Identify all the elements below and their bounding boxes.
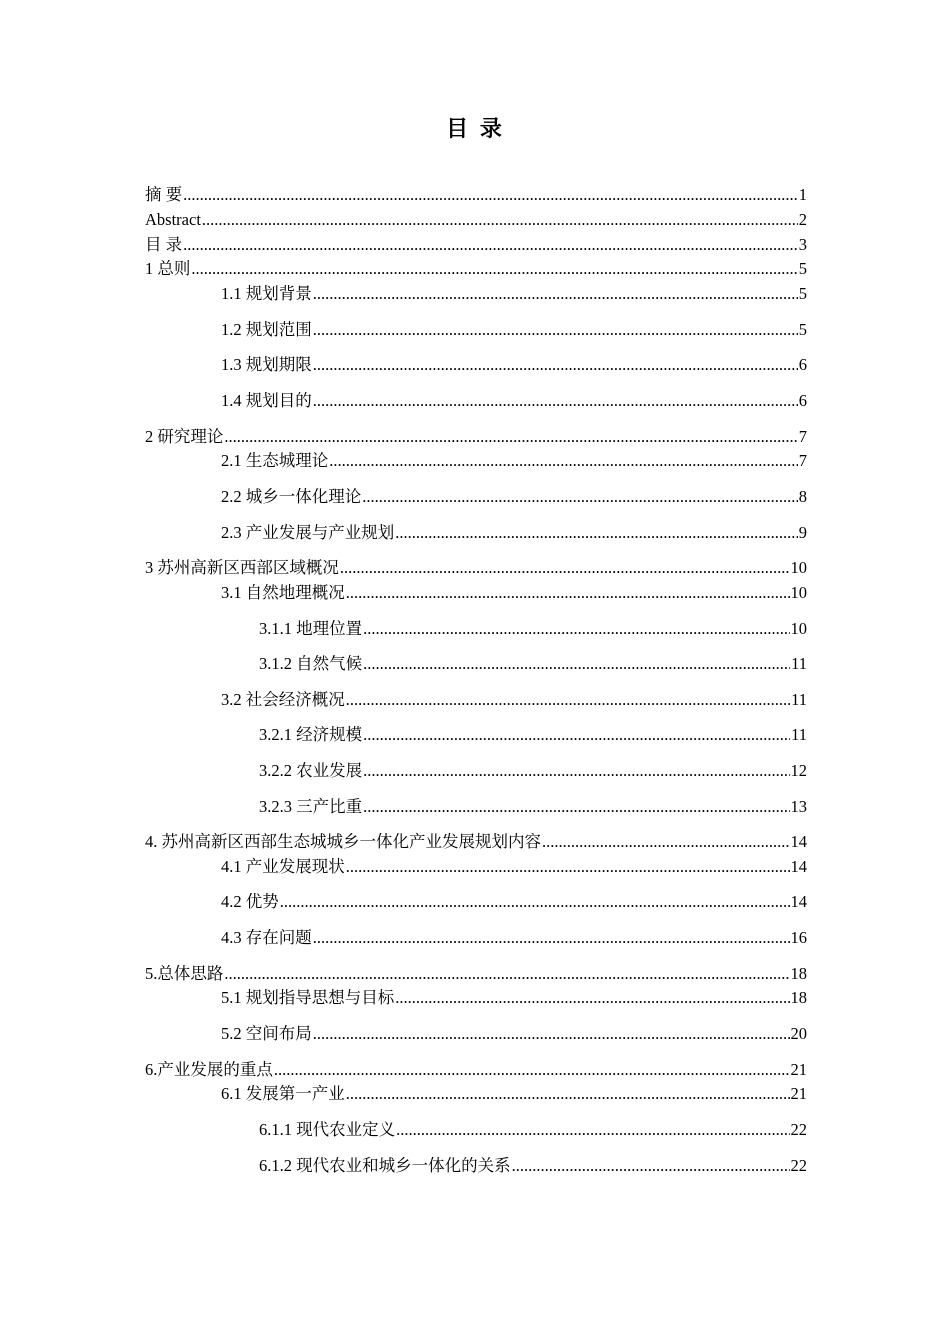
toc-entry-page-number: 7	[798, 451, 807, 471]
toc-entry-label: 1.3 规划期限	[221, 355, 312, 375]
toc-dot-leader	[329, 449, 798, 474]
toc-dot-leader	[346, 581, 790, 606]
toc-entry-page-number: 9	[798, 522, 807, 542]
toc-entry-page-number: 12	[790, 760, 807, 780]
toc-entry[interactable]	[145, 1154, 807, 1179]
toc-entry-label: 4.2 优势	[221, 892, 279, 912]
toc-entry-page-number: 21	[790, 1059, 807, 1079]
toc-dot-leader	[340, 556, 790, 581]
toc-entry[interactable]	[145, 183, 807, 208]
toc-entry-label: 5.2 空间布局	[221, 1024, 312, 1044]
toc-dot-leader	[313, 282, 798, 307]
toc-entry[interactable]	[145, 986, 807, 1011]
page-title: 目 录	[446, 117, 504, 142]
toc-entry[interactable]	[145, 257, 807, 282]
toc-entry[interactable]	[145, 723, 807, 748]
toc-entry[interactable]	[145, 1082, 807, 1107]
toc-entry-label: 6.1 发展第一产业	[221, 1084, 345, 1104]
toc-entry-label: 2.1 生态城理论	[221, 451, 329, 471]
toc-entry[interactable]	[145, 485, 807, 510]
toc-entry-label: 3.1.1 地理位置	[259, 618, 363, 638]
toc-entry-page-number: 16	[790, 928, 807, 948]
toc-entry[interactable]	[145, 318, 807, 343]
toc-entry-page-number: 10	[790, 618, 807, 638]
toc-dot-leader	[274, 1058, 790, 1083]
toc-entry-page-number: 11	[791, 689, 807, 709]
toc-entry[interactable]	[145, 759, 807, 784]
toc-entry[interactable]	[145, 855, 807, 880]
toc-entry-label: 3 苏州高新区西部区域概况	[145, 558, 339, 578]
toc-entry-label: 1.2 规划范围	[221, 319, 312, 339]
toc-entry-label: 4. 苏州高新区西部生态城城乡一体化产业发展规划内容	[145, 832, 541, 852]
toc-entry[interactable]	[145, 208, 807, 233]
toc-entry-page-number: 18	[790, 963, 807, 983]
toc-entry[interactable]	[145, 556, 807, 581]
toc-entry-label: 3.2 社会经济概况	[221, 689, 345, 709]
toc-entry-label: 6.产业发展的重点	[145, 1059, 273, 1079]
toc-entry-page-number: 14	[790, 856, 807, 876]
toc-entry-page-number: 10	[790, 558, 807, 578]
toc-entry-page-number: 18	[790, 988, 807, 1008]
toc-entry[interactable]	[145, 389, 807, 414]
toc-entry-label: 3.1.2 自然气候	[259, 654, 363, 674]
toc-entry[interactable]	[145, 282, 807, 307]
toc-dot-leader	[313, 389, 798, 414]
toc-dot-leader	[224, 425, 797, 450]
toc-dot-leader	[280, 890, 790, 915]
toc-entry-label: 摘 要	[145, 185, 183, 204]
toc-entry-page-number: 5	[798, 319, 807, 339]
toc-entry-label: 3.1 自然地理概况	[221, 582, 345, 602]
toc-entry-label: 4.1 产业发展现状	[221, 856, 345, 876]
toc-entry-label: Abstract	[145, 209, 201, 229]
toc-entry-page-number: 14	[790, 892, 807, 912]
toc-entry-page-number: 21	[790, 1084, 807, 1104]
toc-dot-leader	[346, 1082, 790, 1107]
toc-dot-leader	[346, 855, 790, 880]
toc-dot-leader	[395, 521, 798, 546]
toc-entry-page-number: 3	[798, 234, 807, 254]
toc-dot-leader	[313, 353, 798, 378]
toc-entry-page-number: 1	[798, 185, 807, 204]
toc-entry-page-number: 2	[798, 209, 807, 229]
toc-entry-label: 目 录	[145, 234, 183, 254]
toc-dot-leader	[202, 208, 798, 233]
toc-entry-page-number: 5	[798, 284, 807, 304]
toc-dot-leader	[362, 485, 798, 510]
toc-dot-leader	[183, 233, 798, 258]
toc-entry-page-number: 13	[790, 796, 807, 816]
toc-entry[interactable]	[145, 962, 807, 987]
toc-entry-page-number: 7	[798, 426, 807, 446]
toc-dot-leader	[224, 962, 789, 987]
toc-entry[interactable]	[145, 581, 807, 606]
toc-entry[interactable]	[145, 1118, 807, 1143]
toc-entry[interactable]	[145, 890, 807, 915]
toc-entry[interactable]	[145, 449, 807, 474]
toc-entry[interactable]	[145, 617, 807, 642]
toc-entry-label: 4.3 存在问题	[221, 928, 312, 948]
toc-entry[interactable]	[145, 652, 807, 677]
toc-entry[interactable]	[145, 1058, 807, 1083]
toc-dot-leader	[542, 830, 790, 855]
toc-entry-label: 5.1 规划指导思想与目标	[221, 988, 395, 1008]
toc-entry-page-number: 11	[791, 654, 807, 674]
toc-dot-leader	[363, 617, 789, 642]
toc-entry-page-number: 5	[798, 259, 807, 279]
toc-entry[interactable]	[145, 353, 807, 378]
toc-dot-leader	[363, 723, 790, 748]
toc-entry-page-number: 11	[791, 725, 807, 745]
toc-dot-leader	[395, 986, 789, 1011]
toc-entry-page-number: 22	[790, 1120, 807, 1140]
toc-entry[interactable]	[145, 926, 807, 951]
toc-dot-leader	[363, 759, 789, 784]
toc-entry-page-number: 6	[798, 355, 807, 375]
toc-dot-leader	[363, 652, 790, 677]
toc-entry-label: 2.3 产业发展与产业规划	[221, 522, 395, 542]
toc-dot-leader	[313, 1022, 790, 1047]
toc-entry-label: 1 总则	[145, 259, 191, 279]
toc-dot-leader	[363, 795, 789, 820]
toc-entry-page-number: 8	[798, 486, 807, 506]
toc-entry[interactable]	[145, 425, 807, 450]
toc-entry-label: 3.2.2 农业发展	[259, 760, 363, 780]
toc-entry[interactable]	[145, 233, 807, 258]
toc-entry[interactable]	[145, 830, 807, 855]
toc-entry-label: 6.1.2 现代农业和城乡一体化的关系	[259, 1155, 511, 1175]
toc-entry-page-number: 6	[798, 390, 807, 410]
toc-entry[interactable]	[145, 1022, 807, 1047]
toc-dot-leader	[183, 183, 798, 208]
toc-entry-page-number: 20	[790, 1024, 807, 1044]
toc-entry-label: 1.4 规划目的	[221, 390, 312, 410]
toc-dot-leader	[313, 926, 790, 951]
toc-entry[interactable]	[145, 521, 807, 546]
toc-entry-label: 1.1 规划背景	[221, 284, 312, 304]
toc-entry-label: 3.2.3 三产比重	[259, 796, 363, 816]
toc-entry[interactable]	[145, 688, 807, 713]
toc-dot-leader	[512, 1154, 790, 1179]
toc-dot-leader	[346, 688, 790, 713]
toc-entry-label: 2.2 城乡一体化理论	[221, 486, 362, 506]
toc-dot-leader	[191, 257, 797, 282]
toc-entry-page-number: 10	[790, 582, 807, 602]
toc-entry-label: 6.1.1 现代农业定义	[259, 1120, 396, 1140]
table-of-contents	[145, 183, 807, 1178]
toc-entry[interactable]	[145, 795, 807, 820]
toc-entry-page-number: 14	[790, 832, 807, 852]
toc-dot-leader	[396, 1118, 789, 1143]
toc-entry-page-number: 22	[790, 1155, 807, 1175]
toc-entry-label: 2 研究理论	[145, 426, 224, 446]
toc-entry-label: 3.2.1 经济规模	[259, 725, 363, 745]
toc-entry-label: 5.总体思路	[145, 963, 224, 983]
toc-dot-leader	[313, 318, 798, 343]
